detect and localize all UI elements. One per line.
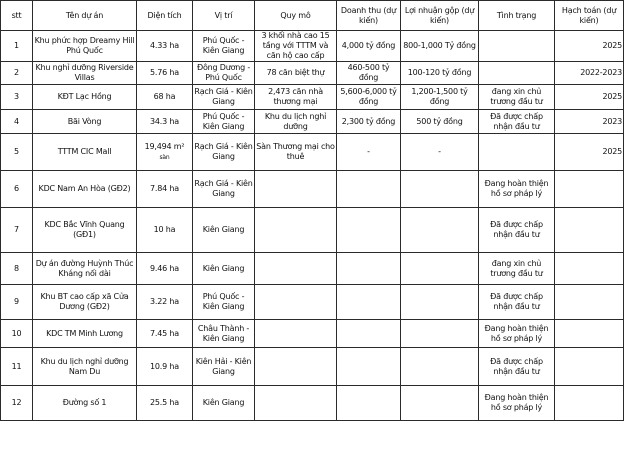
cell-profit (401, 320, 479, 348)
cell-stt: 12 (1, 386, 33, 421)
cell-revenue (337, 386, 401, 421)
cell-name: KĐT Lạc Hồng (33, 85, 137, 110)
cell-stt: 3 (1, 85, 33, 110)
cell-accounting (555, 171, 624, 208)
cell-name: Bãi Vòng (33, 110, 137, 134)
cell-stt: 4 (1, 110, 33, 134)
cell-scale (255, 320, 337, 348)
cell-accounting (555, 386, 624, 421)
cell-revenue: 5,600-6,000 tỷ đồng (337, 85, 401, 110)
cell-area: 7.84 ha (137, 171, 193, 208)
cell-scale: Khu du lịch nghỉ dưỡng (255, 110, 337, 134)
cell-status: đang xin chủ trương đầu tư (479, 85, 555, 110)
cell-area: 10 ha (137, 208, 193, 253)
header-status: Tình trạng (479, 1, 555, 31)
cell-name: Khu phức hợp Dreamy Hill Phú Quốc (33, 31, 137, 62)
table-row (1, 171, 624, 208)
cell-name: KDC Bắc Vĩnh Quang (GĐ1) (33, 208, 137, 253)
cell-accounting (555, 348, 624, 386)
cell-area: 4.33 ha (137, 31, 193, 62)
cell-name: Đường số 1 (33, 386, 137, 421)
cell-location: Phú Quốc - Kiên Giang (193, 110, 255, 134)
header-area: Diện tích (137, 1, 193, 31)
cell-accounting (555, 285, 624, 320)
cell-stt: 6 (1, 171, 33, 208)
cell-profit: - (401, 134, 479, 171)
cell-stt: 1 (1, 31, 33, 62)
cell-name: Khu BT cao cấp xã Cửa Dương (GĐ2) (33, 285, 137, 320)
cell-profit: 500 tỷ đồng (401, 110, 479, 134)
cell-accounting: 2025 (555, 134, 624, 171)
cell-location: Rạch Giá - Kiên Giang (193, 85, 255, 110)
cell-revenue (337, 320, 401, 348)
cell-accounting: 2025 (555, 85, 624, 110)
cell-revenue: 2,300 tỷ đồng (337, 110, 401, 134)
cell-area-note: sàn (159, 153, 170, 161)
cell-status: Đã được chấp nhận đầu tư (479, 285, 555, 320)
table-row (1, 208, 624, 253)
cell-revenue: - (337, 134, 401, 171)
cell-area: 34.3 ha (137, 110, 193, 134)
cell-area: 5.76 ha (137, 62, 193, 85)
table-row (1, 62, 624, 85)
cell-accounting: 2023 (555, 110, 624, 134)
table-row (1, 285, 624, 320)
cell-scale (255, 171, 337, 208)
cell-status: Đã được chấp nhận đầu tư (479, 348, 555, 386)
cell-area: 3.22 ha (137, 285, 193, 320)
header-location: Vị trí (193, 1, 255, 31)
cell-area: 68 ha (137, 85, 193, 110)
cell-area-value: 19,494 m² (144, 141, 185, 151)
cell-accounting (555, 253, 624, 285)
cell-status (479, 62, 555, 85)
cell-scale: 78 căn biệt thự (255, 62, 337, 85)
cell-area: 25.5 ha (137, 386, 193, 421)
cell-scale: 3 khối nhà cao 15 tầng với TTTM và căn hộ cao cấp (255, 31, 337, 62)
header-revenue: Doanh thu (dự kiến) (337, 1, 401, 31)
header-profit: Lợi nhuận gộp (dự kiến) (401, 1, 479, 31)
cell-revenue (337, 285, 401, 320)
cell-location: Phú Quốc - Kiên Giang (193, 31, 255, 62)
cell-profit (401, 285, 479, 320)
cell-profit (401, 348, 479, 386)
table-row (1, 320, 624, 348)
cell-stt: 5 (1, 134, 33, 171)
cell-status (479, 31, 555, 62)
cell-status: Đã được chấp nhận đầu tư (479, 110, 555, 134)
cell-name: KDC TM Minh Lương (33, 320, 137, 348)
cell-stt: 7 (1, 208, 33, 253)
cell-name: KDC Nam An Hòa (GĐ2) (33, 171, 137, 208)
cell-profit (401, 386, 479, 421)
table-row (1, 85, 624, 110)
cell-profit: 1,200-1,500 tỷ đồng (401, 85, 479, 110)
cell-stt: 11 (1, 348, 33, 386)
cell-scale (255, 208, 337, 253)
cell-profit (401, 171, 479, 208)
cell-scale (255, 386, 337, 421)
cell-area (137, 134, 193, 171)
cell-revenue: 4,000 tỷ đồng (337, 31, 401, 62)
cell-location: Châu Thành - Kiên Giang (193, 320, 255, 348)
table-row (1, 110, 624, 134)
cell-location: Rạch Giá - Kiên Giang (193, 171, 255, 208)
header-row (1, 1, 624, 31)
cell-stt: 10 (1, 320, 33, 348)
cell-status: Đang hoàn thiện hồ sơ pháp lý (479, 386, 555, 421)
cell-accounting (555, 208, 624, 253)
cell-location: Kiên Giang (193, 253, 255, 285)
header-scale: Quy mô (255, 1, 337, 31)
cell-area: 9.46 ha (137, 253, 193, 285)
cell-name: Dự án đường Huỳnh Thúc Kháng nối dài (33, 253, 137, 285)
cell-accounting: 2022-2023 (555, 62, 624, 85)
cell-scale: Sàn Thương mại cho thuê (255, 134, 337, 171)
cell-location: Kiên Giang (193, 208, 255, 253)
table-row (1, 31, 624, 62)
cell-stt: 9 (1, 285, 33, 320)
cell-revenue (337, 208, 401, 253)
cell-status (479, 134, 555, 171)
cell-location: Phú Quốc - Kiên Giang (193, 285, 255, 320)
cell-location: Kiên Hải - Kiên Giang (193, 348, 255, 386)
cell-accounting (555, 320, 624, 348)
cell-name: Khu du lịch nghỉ dưỡng Nam Du (33, 348, 137, 386)
cell-name: TTTM CIC Mall (33, 134, 137, 171)
header-accounting: Hạch toán (dự kiến) (555, 1, 624, 31)
cell-stt: 8 (1, 253, 33, 285)
cell-location: Đông Dương - Phú Quốc (193, 62, 255, 85)
header-name: Tên dự án (33, 1, 137, 31)
cell-stt: 2 (1, 62, 33, 85)
cell-profit: 100-120 tỷ đồng (401, 62, 479, 85)
cell-area: 7.45 ha (137, 320, 193, 348)
table-row (1, 348, 624, 386)
cell-revenue: 460-500 tỷ đồng (337, 62, 401, 85)
cell-status: Đang hoàn thiện hồ sơ pháp lý (479, 171, 555, 208)
cell-revenue (337, 253, 401, 285)
cell-status: Đã được chấp nhận đầu tư (479, 208, 555, 253)
cell-status: Đang hoàn thiện hồ sơ pháp lý (479, 320, 555, 348)
table-row (1, 386, 624, 421)
cell-accounting: 2025 (555, 31, 624, 62)
cell-area: 10.9 ha (137, 348, 193, 386)
cell-revenue (337, 171, 401, 208)
header-stt: stt (1, 1, 33, 31)
table-row (1, 134, 624, 171)
cell-scale (255, 348, 337, 386)
table-row (1, 253, 624, 285)
cell-scale: 2,473 căn nhà thương mại (255, 85, 337, 110)
cell-profit: 800-1,000 Tỷ đồng (401, 31, 479, 62)
cell-name: Khu nghỉ dưỡng Riverside Villas (33, 62, 137, 85)
cell-profit (401, 208, 479, 253)
cell-location: Kiên Giang (193, 386, 255, 421)
cell-scale (255, 285, 337, 320)
cell-scale (255, 253, 337, 285)
cell-revenue (337, 348, 401, 386)
cell-location: Rạch Giá - Kiên Giang (193, 134, 255, 171)
cell-status: đang xin chủ trương đầu tư (479, 253, 555, 285)
cell-profit (401, 253, 479, 285)
